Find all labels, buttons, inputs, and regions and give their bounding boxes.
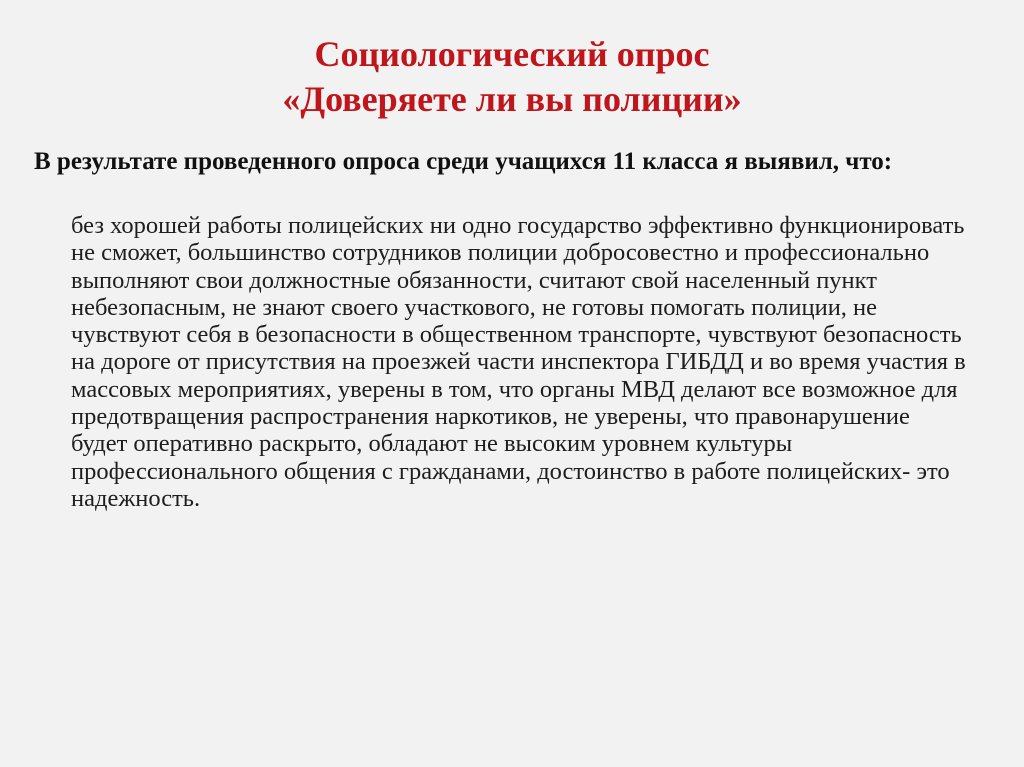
survey-findings-paragraph: без хорошей работы полицейских ни одно государство эффективно функционировать не сможет, большинство сотрудников полиции добросовестно и профессионально выполняют свои должностные обязанности, считают свой населенный пункт небезопасным, не знают своего участкового, не готовы помогать полиции, не чувствуют себя в безопасности в общественном транспорте, чувствуют безопасность на дороге от присутствия на проезжей части инспектора ГИБДД и во время участия в массовых мероприятиях, уверены в том, что органы МВД делают все возможное для предотвращения распространения наркотиков, не уверены, что правонарушение будет оперативно раскрыто, обладают не высоким уровнем культуры профессионального общения с гражданами, достоинство в работе полицейских- это надежность. [71,212,966,512]
slide-title-line-1: Социологический опрос [314,34,710,74]
slide-title-line-2: «Доверяете ли вы полиции» [282,79,742,119]
lead-paragraph: В результате проведенного опроса среди учащихся 11 класса я выявил, что: [34,148,893,175]
slide-title [0,32,1024,122]
